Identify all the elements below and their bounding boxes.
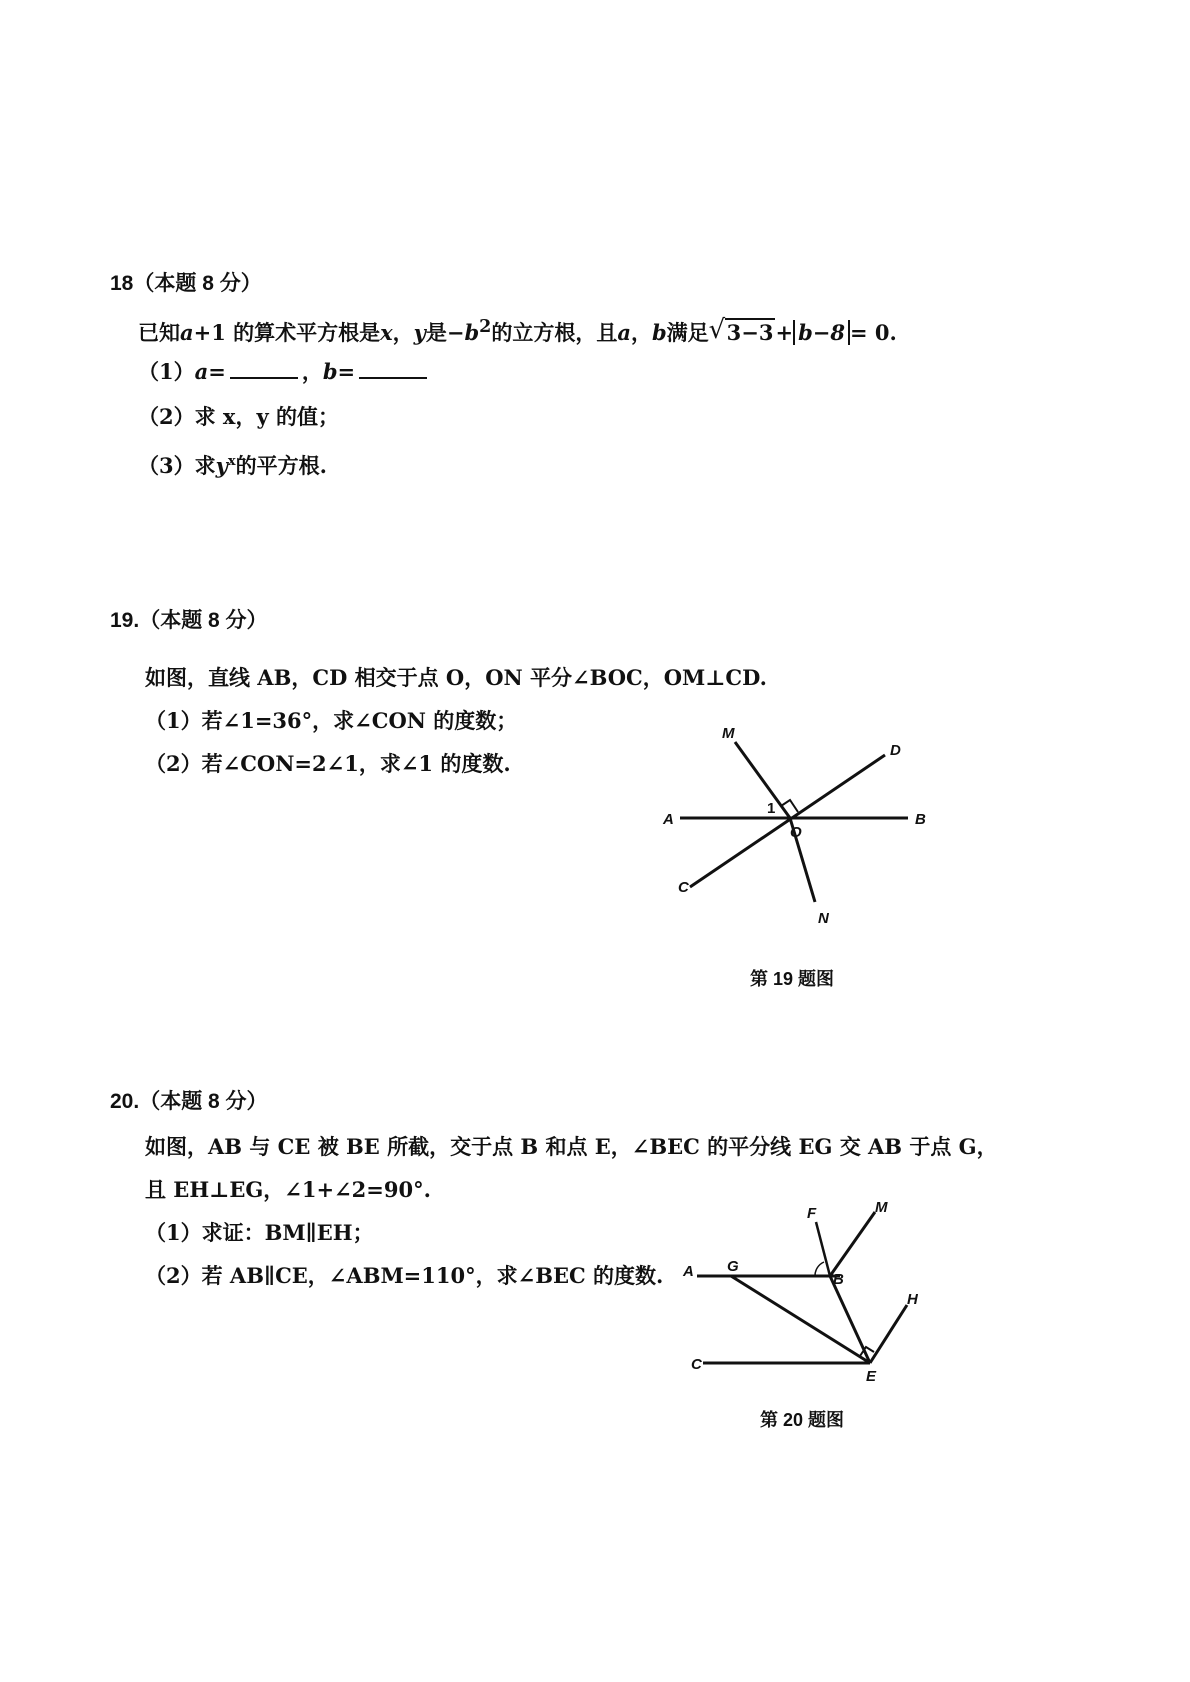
- q18-header: [110, 270, 262, 298]
- q18-p2-text: （2）求 x，y 的值；: [138, 404, 339, 429]
- q20-label-G: G: [727, 1258, 739, 1275]
- q20-label-B: B: [833, 1271, 844, 1288]
- q20-part-1: [145, 1219, 374, 1247]
- q18-p3-y: y: [215, 453, 228, 478]
- q18-var-y: y: [413, 320, 426, 345]
- q18-var-a: a: [617, 320, 631, 345]
- q19-label-O: O: [790, 824, 802, 841]
- q18-sqrt-radicand: 3−3: [726, 320, 774, 345]
- q19-line-CD: [690, 755, 885, 887]
- q20-label-F: F: [807, 1205, 817, 1222]
- q18-abs: [793, 320, 850, 345]
- q18-var-b: b: [651, 320, 667, 345]
- q20-p2-text: （2）若 AB∥CE，∠ABM=110°，求∠BEC 的度数.: [145, 1263, 664, 1288]
- q18-p1-sep: ，: [301, 359, 323, 384]
- q18-abs-content: b−8: [798, 320, 845, 345]
- q18-part-1: [138, 358, 431, 386]
- q18-stem-part: ，: [630, 320, 652, 345]
- q18-equals-zero: = 0.: [850, 320, 897, 345]
- q18-var-b: b: [464, 320, 480, 345]
- q19-label-A: A: [663, 811, 674, 828]
- q20-label-H: H: [907, 1291, 918, 1308]
- q19-label-N: N: [818, 910, 829, 927]
- q18-stem-part: 已知: [138, 320, 180, 345]
- q19-label-B: B: [915, 811, 926, 828]
- q20-stem-line1: [145, 1133, 998, 1161]
- q18-plus: +: [775, 320, 794, 345]
- q19-figure: [650, 720, 950, 950]
- q18-stem-part: ，: [392, 320, 414, 345]
- q20-ray-BM: [830, 1212, 875, 1276]
- q18-p1-prefix: （1）: [138, 359, 195, 384]
- q18-var-x: x: [380, 320, 393, 345]
- q19-label-one: 1: [767, 800, 776, 817]
- q19-p1-text: （1）若∠1=36°，求∠CON 的度数；: [145, 708, 518, 733]
- q19-label-D: D: [890, 742, 901, 759]
- q20-figure-caption: 第 20 题图: [760, 1410, 845, 1430]
- q20-label-M: M: [875, 1200, 888, 1216]
- q19-stem-text: 如图，直线 AB，CD 相交于点 O，ON 平分∠BOC，OM⊥CD.: [145, 665, 767, 690]
- q18-part-3: [138, 448, 327, 480]
- q20-label-E: E: [866, 1368, 877, 1385]
- q18-p1-b: b=: [322, 359, 356, 384]
- q20-angle-arc-at-B: [815, 1262, 824, 1276]
- q20-stem-line2-text: 且 EH⊥EG，∠1+∠2=90°.: [145, 1177, 431, 1202]
- q20-stem-line2: [145, 1176, 431, 1204]
- q19-label-M: M: [722, 725, 735, 742]
- q18-blank-a[interactable]: [230, 359, 298, 379]
- q19-figure-caption: 第 19 题图: [750, 969, 835, 989]
- q18-p3-exponent: x: [227, 454, 236, 469]
- q19-p2-text: （2）若∠CON=2∠1，求∠1 的度数.: [145, 751, 511, 776]
- q20-ray-BF: [816, 1222, 830, 1276]
- q20-part-2: [145, 1262, 663, 1290]
- q20-ray-EH: [870, 1305, 907, 1363]
- q20-header-text: 20.（本题 8 分）: [110, 1090, 268, 1113]
- q18-sqrt: [711, 319, 776, 347]
- q20-stem-line1-text: 如图，AB 与 CE 被 BE 所截，交于点 B 和点 E，∠BEC 的平分线 EG 交 AB 于点 G，: [145, 1134, 998, 1159]
- q18-p1-a: a=: [194, 359, 226, 384]
- q18-stem-part: 的立方根，且: [491, 320, 618, 345]
- q19-label-C: C: [678, 879, 689, 896]
- q18-var-a: a: [180, 320, 194, 345]
- q18-p3-suffix: 的平方根.: [235, 453, 327, 478]
- q19-header-text: 19.（本题 8 分）: [110, 609, 268, 632]
- q18-stem: [138, 313, 897, 347]
- q18-header-text: 18（本题 8 分）: [110, 272, 262, 295]
- q19-header: [110, 607, 268, 635]
- q19-part-2: [145, 750, 511, 778]
- q18-p3-prefix: （3）求: [138, 453, 216, 478]
- q20-label-A: A: [683, 1263, 694, 1280]
- q18-stem-part: 满足: [666, 320, 709, 345]
- q18-stem-part: +1 的算术平方根是: [193, 320, 381, 345]
- q18-exponent: 2: [479, 317, 492, 337]
- q19-part-1: [145, 707, 517, 735]
- q19-stem: [145, 664, 767, 692]
- q18-stem-part: 是−: [425, 320, 465, 345]
- q20-header: [110, 1088, 268, 1116]
- q18-part-2: [138, 403, 339, 431]
- q20-figure: [675, 1200, 975, 1400]
- q20-p1-text: （1）求证：BM∥EH；: [145, 1220, 374, 1245]
- q20-label-C: C: [691, 1356, 702, 1373]
- q18-blank-b[interactable]: [359, 359, 427, 379]
